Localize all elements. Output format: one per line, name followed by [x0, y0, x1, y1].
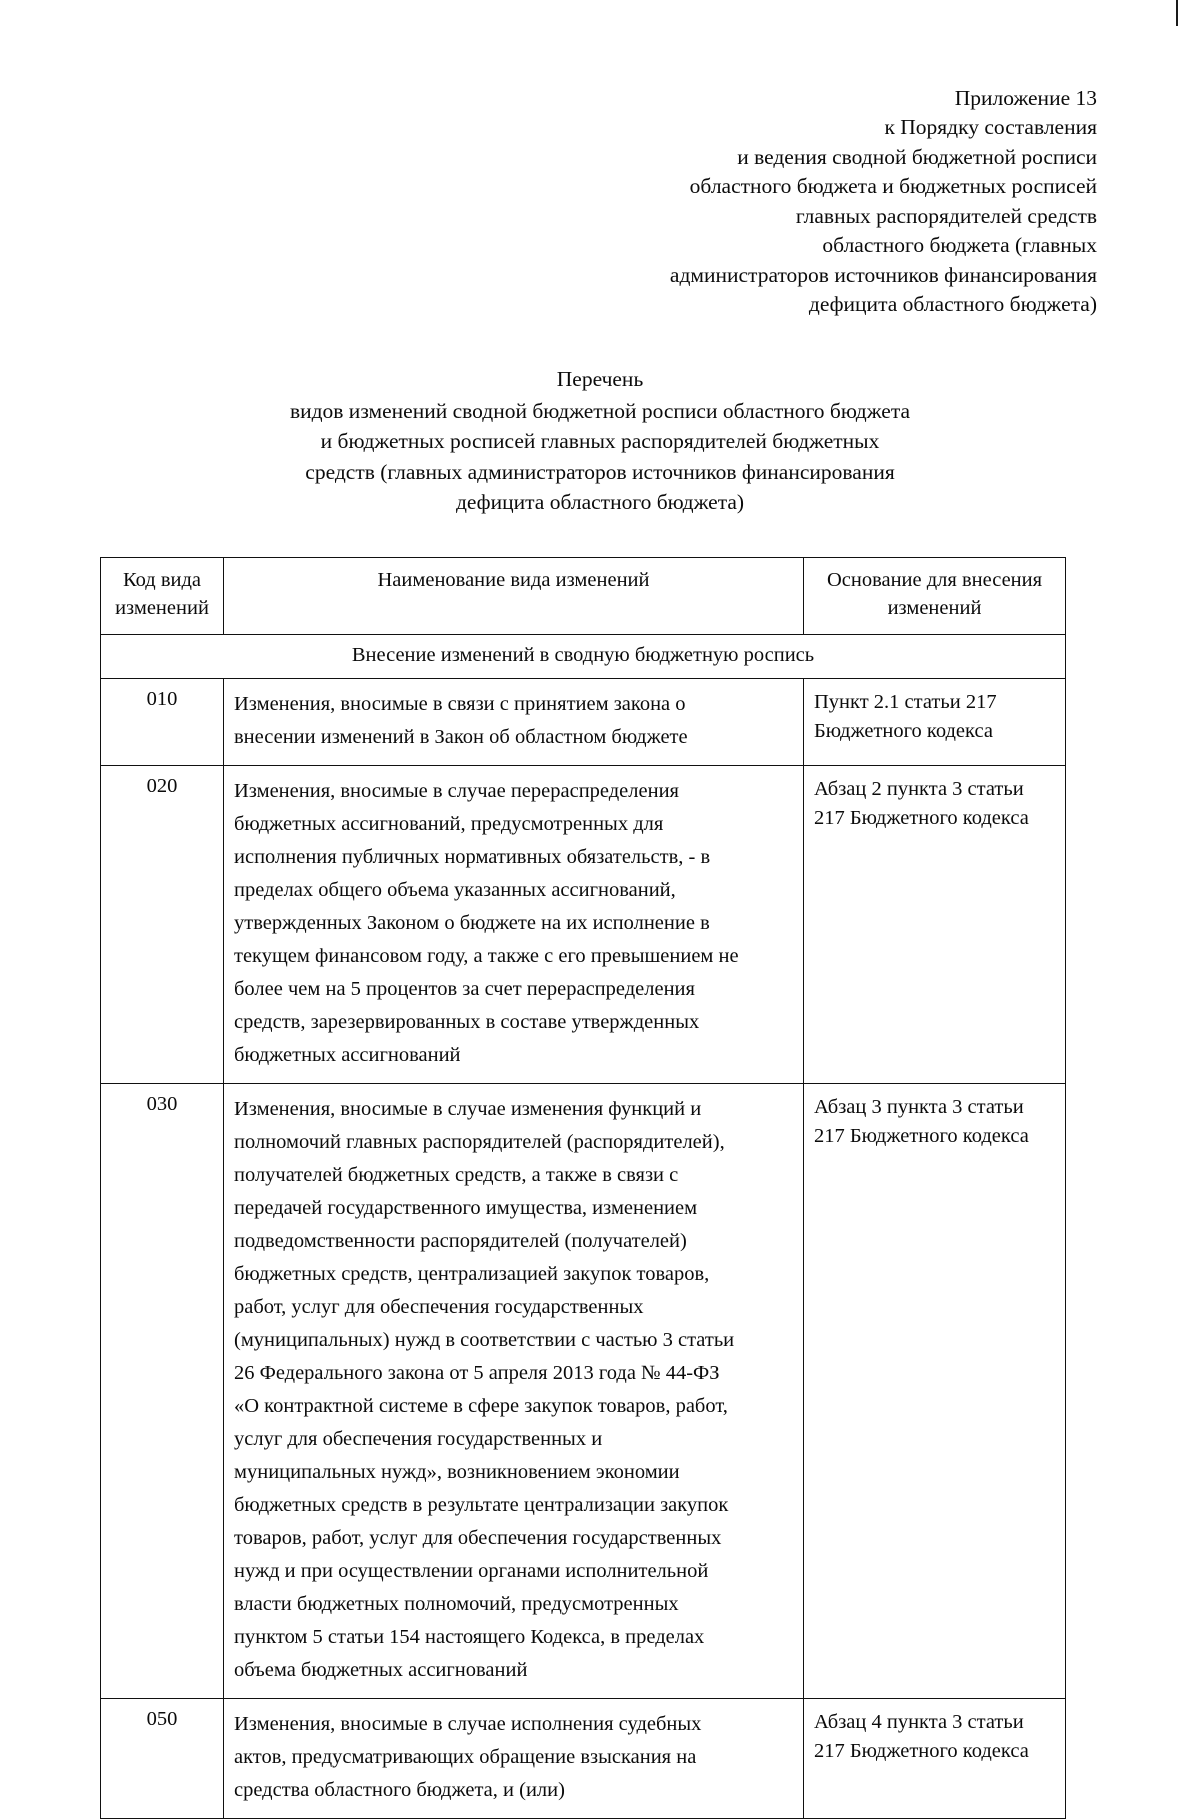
title-line-1: видов изменений сводной бюджетной росписи областного бюджета: [289, 398, 911, 423]
row-code: 010: [101, 678, 224, 765]
row-code: 050: [101, 1698, 224, 1818]
row-name-line: Изменения, вносимые в случае перераспределения: [234, 779, 679, 802]
row-basis-line: 217 Бюджетного кодекса: [814, 1125, 1029, 1148]
row-basis-line: 217 Бюджетного кодекса: [814, 1740, 1029, 1763]
table-header-row: [101, 558, 1066, 635]
row-name-line: актов, предусматривающих обращение взыскания на: [234, 1745, 697, 1768]
row-name-line: (муниципальных) нужд в соответствии с частью 3 статьи: [234, 1328, 735, 1351]
title-line-2: и бюджетных росписей главных распорядителей бюджетных: [320, 429, 880, 454]
row-name: [224, 1083, 804, 1698]
row-name-line: работ, услуг для обеспечения государственных: [234, 1295, 644, 1318]
row-code: 030: [101, 1083, 224, 1698]
row-name-line: объема бюджетных ассигнований: [234, 1658, 528, 1681]
row-name-line: товаров, работ, услуг для обеспечения государственных: [234, 1526, 722, 1549]
row-name-line: внесении изменений в Закон об областном бюджете: [234, 725, 688, 748]
column-header-code-line-2: изменений: [115, 597, 209, 620]
table-body: [101, 634, 1066, 1818]
table-row: [101, 1083, 1066, 1698]
appendix-header-line-3: и ведения сводной бюджетной росписи: [737, 144, 1097, 169]
section-title-cell: Внесение изменений в сводную бюджетную роспись: [101, 634, 1066, 678]
row-name-line: получателей бюджетных средств, а также в связи с: [234, 1163, 679, 1186]
row-code: 020: [101, 765, 224, 1083]
appendix-header-line-6: областного бюджета (главных: [822, 233, 1097, 258]
row-name-line: передачей государственного имущества, изменением: [234, 1196, 698, 1219]
row-basis-line: Пункт 2.1 статьи 217: [814, 690, 997, 713]
row-name-line: текущем финансовом году, а также с его превышением не: [234, 944, 739, 967]
appendix-header-line-4: областного бюджета и бюджетных росписей: [689, 174, 1097, 199]
page-content: [100, 0, 1100, 1819]
row-name-line: власти бюджетных полномочий, предусмотренных: [234, 1592, 679, 1615]
row-basis: [804, 765, 1066, 1083]
column-header-basis-line-1: Основание для внесения: [826, 569, 1043, 592]
row-name-line: полномочий главных распорядителей (распорядителей),: [234, 1130, 725, 1153]
column-header-code: [101, 558, 224, 635]
row-name-line: бюджетных ассигнований, предусмотренных для: [234, 812, 664, 835]
appendix-header-line-5: главных распорядителей средств: [795, 203, 1097, 228]
row-basis: [804, 1698, 1066, 1818]
appendix-header-line-8: дефицита областного бюджета): [808, 292, 1097, 317]
row-name-line: средств, зарезервированных в составе утвержденных: [234, 1010, 700, 1033]
table-head: [101, 558, 1066, 635]
row-name: [224, 765, 804, 1083]
row-basis-line: Абзац 3 пункта 3 статьи: [814, 1095, 1024, 1118]
row-name-line: услуг для обеспечения государственных и: [234, 1427, 603, 1450]
appendix-header-line-1: Приложение 13: [954, 86, 1097, 110]
row-name-line: более чем на 5 процентов за счет перераспределения: [234, 977, 695, 1000]
page-title: Перечень: [556, 366, 644, 391]
row-name-line: Изменения, вносимые в связи с принятием закона о: [234, 692, 686, 715]
row-basis-line: Бюджетного кодекса: [814, 720, 993, 743]
row-name-line: Изменения, вносимые в случае изменения функций и: [234, 1097, 702, 1120]
row-name-line: бюджетных средств в результате централизации закупок: [234, 1493, 729, 1516]
row-basis: [804, 678, 1066, 765]
row-basis-line: 217 Бюджетного кодекса: [814, 807, 1029, 830]
table-section-row: [101, 634, 1066, 678]
row-name: [224, 1698, 804, 1818]
row-name-line: «О контрактной системе в сфере закупок товаров, работ,: [234, 1394, 728, 1417]
row-name-line: подведомственности распорядителей (получателей): [234, 1229, 687, 1252]
row-name-line: муниципальных нужд», возникновением экономии: [234, 1460, 680, 1483]
row-name-line: Изменения, вносимые в случае исполнения судебных: [234, 1712, 702, 1735]
column-header-basis: [804, 558, 1066, 635]
row-name-line: исполнения публичных нормативных обязательств, - в: [234, 845, 711, 868]
row-name-line: пределах общего объема указанных ассигнований,: [234, 878, 676, 901]
appendix-header-line-2: к Порядку составления: [884, 115, 1097, 140]
title-line-4: дефицита областного бюджета): [455, 489, 745, 514]
table-row: [101, 678, 1066, 765]
column-header-basis-line-2: изменений: [887, 597, 982, 620]
row-name-line: пунктом 5 статьи 154 настоящего Кодекса, в пределах: [234, 1625, 705, 1648]
row-name-line: бюджетных ассигнований: [234, 1043, 461, 1066]
row-basis: [804, 1083, 1066, 1698]
row-name-line: средства областного бюджета, и (или): [234, 1778, 565, 1801]
row-name-line: утвержденных Законом о бюджете на их исполнение в: [234, 911, 710, 934]
appendix-header: [100, 84, 1100, 320]
appendix-header-line-7: администраторов источников финансирования: [669, 262, 1097, 287]
column-header-code-line-1: Код вида: [122, 569, 202, 592]
table-row: [101, 1698, 1066, 1818]
row-name-line: 26 Федерального закона от 5 апреля 2013 года № 44-ФЗ: [234, 1361, 720, 1384]
row-basis-line: Абзац 2 пункта 3 статьи: [814, 777, 1024, 800]
row-name-line: нужд и при осуществлении органами исполнительной: [234, 1559, 709, 1582]
table-row: [101, 765, 1066, 1083]
changes-table: [100, 557, 1066, 1819]
column-header-name: Наименование вида изменений: [224, 558, 804, 635]
row-name-line: бюджетных средств, централизацией закупок товаров,: [234, 1262, 710, 1285]
document-title: [100, 364, 1100, 518]
registration-tick: [1156, 0, 1178, 26]
row-basis-line: Абзац 4 пункта 3 статьи: [814, 1710, 1024, 1733]
title-line-3: средств (главных администраторов источников финансирования: [305, 459, 895, 484]
row-name: [224, 678, 804, 765]
